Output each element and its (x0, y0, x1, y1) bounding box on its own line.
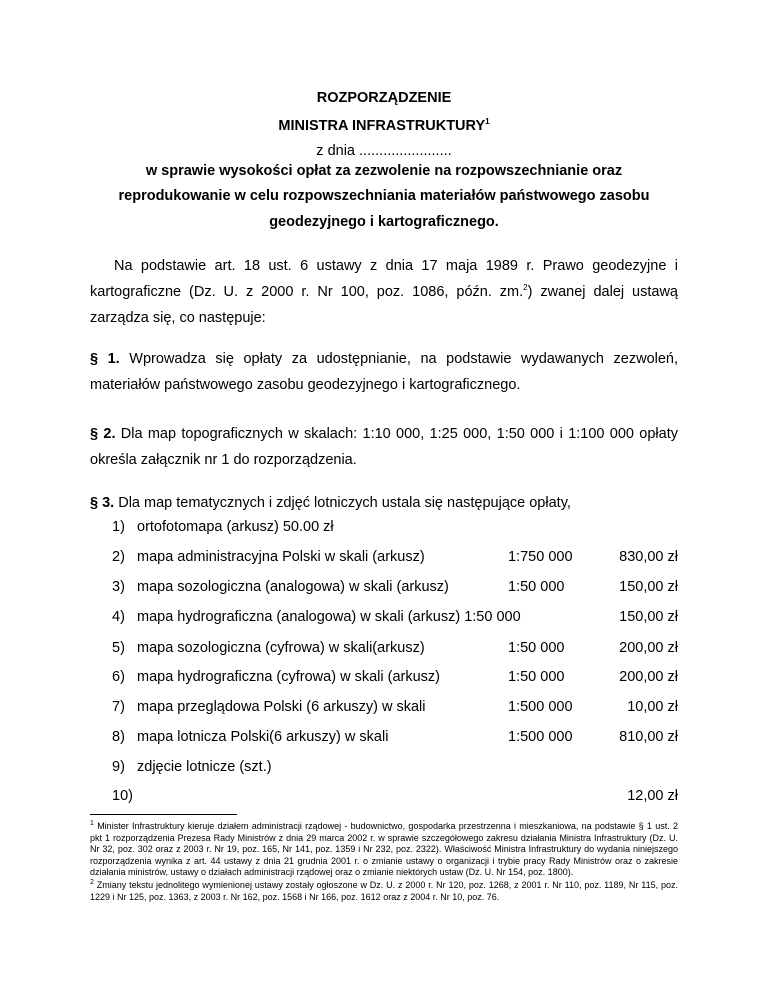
section-1 (90, 346, 678, 398)
fee-item (112, 519, 678, 539)
fee-scale: 1:50 000 (508, 669, 565, 685)
ministry-name: MINISTRA INFRASTRUKTURY (278, 118, 486, 134)
fee-scale: 1:500 000 (508, 699, 573, 715)
fee-number: 4) (112, 609, 125, 625)
fee-description: mapa sozologiczna (cyfrowa) w skali(arkusz) (137, 640, 425, 656)
fee-price: 10,00 zł (627, 699, 678, 715)
subject-line-3: geodezyjnego i kartograficznego. (269, 214, 499, 230)
fee-description: mapa administracyjna Polski w skali (arkusz) (137, 549, 425, 565)
fee-number: 6) (112, 669, 125, 685)
fee-scale: 1:50 000 (508, 579, 565, 595)
footnote-1 (90, 821, 678, 879)
section-text: Dla map tematycznych i zdjęć lotniczych ustala się następujące opłaty, (118, 495, 571, 511)
preamble (90, 253, 678, 331)
fee-number: 7) (112, 699, 125, 715)
document-title: ROZPORZĄDZENIE (316, 90, 452, 106)
fee-description: mapa lotnicza Polski(6 arkuszy) w skali (137, 729, 389, 745)
fee-scale: 1:50 000 (508, 640, 565, 656)
fee-item (112, 640, 678, 660)
section-2 (90, 421, 678, 473)
fee-item (112, 549, 678, 569)
preamble-text-a: Na podstawie art. 18 ust. 6 ustawy z dnia 17 maja 1989 r. Prawo geodezyjne i kartograficzne (Dz. U. z 2000 r. Nr 100, poz. 1086, późn. zm. (90, 258, 678, 300)
section-3 (90, 490, 678, 516)
subject-line-1: w sprawie wysokości opłat za zezwolenie na rozpowszechnianie oraz (145, 163, 623, 179)
fee-item (112, 759, 678, 779)
footnote-text: Zmiany tekstu jednolitego wymienionej ustawy zostały ogłoszone w Dz. U. z 2000 r. Nr 120, poz. 1268, z 2001 r. Nr 110, poz. 1189, Nr 115, poz. 1229 i Nr 125, poz. 1363, z 2003 r. Nr 162, poz. 1568 i Nr 166, poz. 1612 oraz z 2004 r. Nr 10, poz. 76. (90, 880, 678, 902)
fee-item-spacer (112, 733, 678, 753)
fee-number: 2) (112, 549, 125, 565)
section-label: § 3. (90, 495, 115, 511)
fee-price: 150,00 zł (619, 609, 678, 625)
fee-price: 200,00 zł (619, 640, 678, 656)
footnote-ref-1: 1 (485, 117, 490, 127)
fee-number: 5) (112, 640, 125, 656)
fee-item (112, 788, 678, 808)
section-label: § 1. (90, 351, 120, 367)
footnote-ref-2: 2 (523, 283, 528, 293)
document-date: z dnia ....................... (316, 143, 452, 159)
fee-price: 200,00 zł (619, 669, 678, 685)
fee-description: zdjęcie lotnicze (szt.) (137, 759, 272, 775)
preamble-text-b: ) zwanej dalej ustawą zarządza się, co następuje: (90, 284, 678, 326)
footnote-number: 1 (90, 820, 94, 827)
fee-scale: 1:750 000 (508, 549, 573, 565)
footnote-text: Minister Infrastruktury kieruje działem administracji rządowej - budownictwo, gospodarka przestrzenna i mieszkaniowa, na podstawie § 1 ust. 2 pkt 1 rozporządzenia Prezesa Rady Ministrów z dnia 29 marca 2002 r. w sprawie szczegółowego zakresu działania Ministra Infrastruktury (Dz. U. Nr 32, poz. 302 oraz z 2003 r. Nr 19, poz. 165, Nr 141, poz. 1359 i Nr 232, poz. 2322). Właściwość Ministra Infrastruktury do wydania niniejszego rozporządzenia wynika z art. 44 ustawy z dnia 21 grudnia 2001 r. o zmianie ustawy o organizacji i trybie pracy Rady Ministrów oraz o zakresie działania ministrów, ustawy o działach administracji rządowej oraz o zmianie niektórych ustaw (Dz. U. Nr 154, poz. 1800). (90, 821, 678, 877)
section-text: Wprowadza się opłaty za udostępnianie, na podstawie wydawanych zezwoleń, materiałów państwowego zasobu geodezyjnego i kartograficznego. (90, 351, 679, 393)
fee-price: 12,00 zł (627, 788, 678, 804)
fee-scale: 1:500 000 (508, 729, 573, 745)
fee-description: ortofotomapa (arkusz) 50.00 zł (137, 519, 334, 535)
ministry-heading (90, 118, 678, 134)
fee-item (112, 609, 678, 629)
fee-number: 9) (112, 759, 125, 775)
fee-number: 10) (112, 788, 133, 804)
footnote-separator (90, 814, 237, 815)
fee-number: 3) (112, 579, 125, 595)
fee-price: 830,00 zł (619, 549, 678, 565)
footnote-number: 2 (90, 879, 94, 886)
section-text: Dla map topograficznych w skalach: 1:10 000, 1:25 000, 1:50 000 i 1:100 000 opłaty określa załącznik nr 1 do rozporządzenia. (90, 426, 678, 468)
fee-price: 810,00 zł (619, 729, 678, 745)
fee-price: 150,00 zł (619, 579, 678, 595)
fee-description: mapa przeglądowa Polski (6 arkuszy) w skali (137, 699, 426, 715)
fee-description: mapa sozologiczna (analogowa) w skali (arkusz) (137, 579, 449, 595)
subject-line-2: reprodukowanie w celu rozpowszechniania materiałów państwowego zasobu (118, 188, 650, 204)
fee-item (112, 579, 678, 599)
fee-description: mapa hydrograficzna (analogowa) w skali (arkusz) 1:50 000 (137, 609, 521, 625)
fee-item (112, 669, 678, 689)
footnote-2 (90, 880, 678, 903)
fee-item (112, 699, 678, 719)
section-label: § 2. (90, 426, 116, 442)
fee-number: 8) (112, 729, 125, 745)
fee-description: mapa hydrograficzna (cyfrowa) w skali (arkusz) (137, 669, 440, 685)
fee-number: 1) (112, 519, 125, 535)
